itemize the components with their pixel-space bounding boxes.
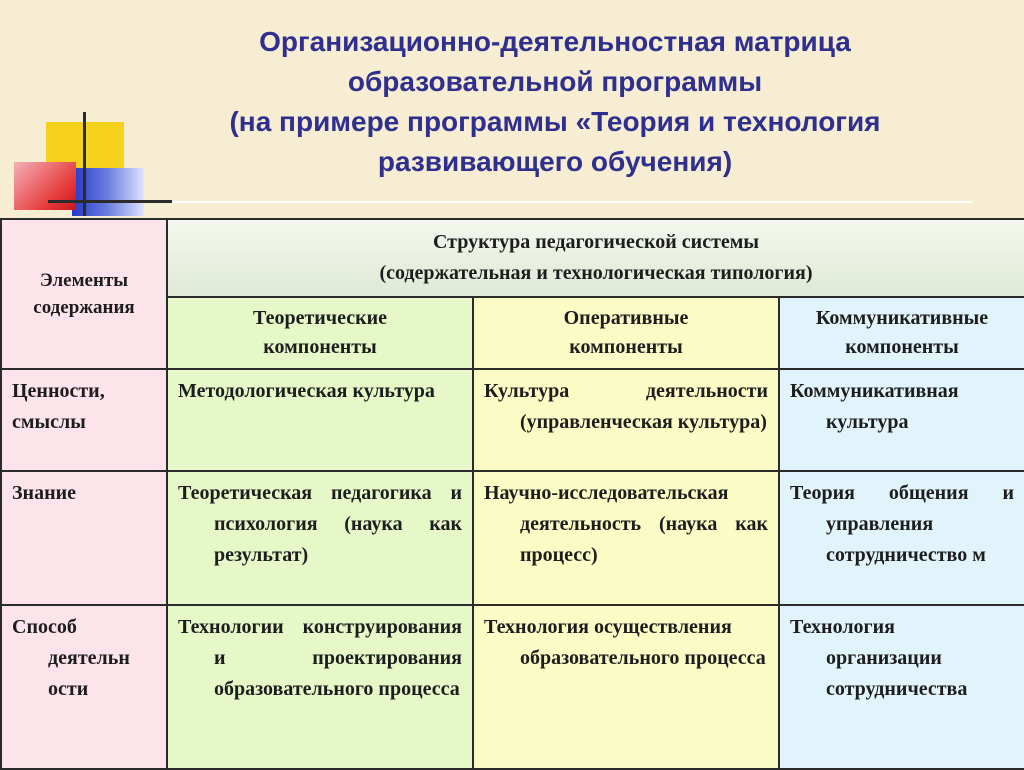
title-area [0,0,1024,218]
cell-knowledge-communicative [779,471,1024,605]
column-header-label: Теоретические компоненты [252,307,387,358]
cell-values-communicative [779,369,1024,471]
cell-text: Культура деятельности (управленческая культура) [484,380,768,433]
cell-method-communicative [779,605,1024,769]
corner-header-cell [1,219,167,369]
cell-text: Теория общения и управления сотрудничество м [790,482,1014,566]
row-label-method [1,605,167,769]
slide-title [140,22,970,182]
title-underline [48,201,972,203]
corner-header-text: Элементы содержания [33,270,135,318]
title-line-1: Организационно-деятельностная матрица [259,26,851,57]
title-line-4: развивающего обучения) [377,146,733,177]
cell-method-operative [473,605,779,769]
cell-text: Технология организации сотрудничества [790,616,968,700]
column-header-label: Коммуникативные компоненты [815,307,989,358]
column-header-operative [473,297,779,369]
row-label-text: Способ деятельн ости [12,616,130,700]
deco-horizontal-line [48,200,172,203]
table-row [1,369,1024,471]
cell-text: Коммуникативная культура [790,380,959,433]
cell-values-operative [473,369,779,471]
cell-text: Технология осуществления образовательного процесса [484,616,766,669]
matrix-table [0,218,1024,770]
title-line-2: образовательной программы [347,66,763,97]
row-label-text: Ценности, смыслы [12,380,105,433]
column-header-communicative [779,297,1024,369]
cell-text: Теоретическая педагогика и психология (наука как результат) [178,482,462,566]
cell-text: Методологическая культура [178,380,435,402]
cell-text: Научно-исследовательская деятельность (наука как процесс) [484,482,768,566]
cell-knowledge-theoretical [167,471,473,605]
cell-values-theoretical [167,369,473,471]
title-line-3: (на примере программы «Теория и технология [229,106,881,137]
row-label-values [1,369,167,471]
table-row [1,605,1024,769]
structure-header-line-2: (содержательная и технологическая типология) [379,262,813,284]
table-row [1,471,1024,605]
structure-header-cell [167,219,1024,297]
column-header-theoretical [167,297,473,369]
row-label-text: Знание [12,482,77,504]
cell-knowledge-operative [473,471,779,605]
row-label-knowledge [1,471,167,605]
table-header-row [1,219,1024,297]
structure-header-line-1: Структура педагогической системы [432,231,760,253]
cell-method-theoretical [167,605,473,769]
cell-text: Технологии конструирования и проектирования образовательного процесса [178,616,462,700]
column-header-label: Оперативные компоненты [563,307,689,358]
